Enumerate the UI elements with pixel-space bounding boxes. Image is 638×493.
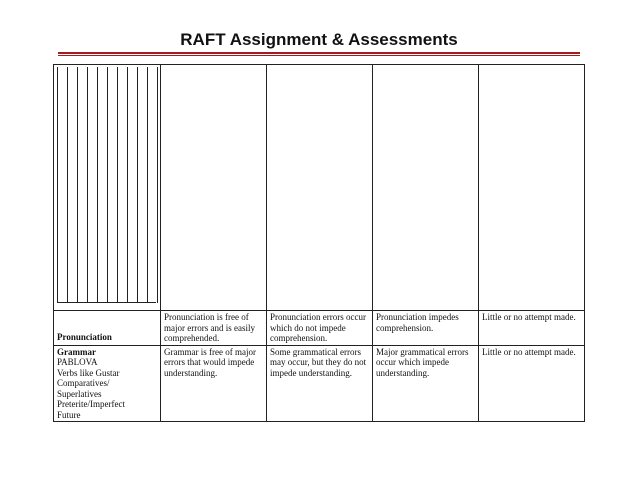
table-cell: Little or no attempt made. <box>479 311 585 346</box>
row-label-grammar-title: Grammar <box>57 346 96 357</box>
row-label-pronunciation: Pronunciation <box>54 311 161 346</box>
header-cell-striped <box>54 65 161 311</box>
assessment-rubric-table <box>53 64 585 422</box>
title-underline <box>58 52 580 54</box>
rubric-row-grammar <box>54 345 585 422</box>
row-label-grammar <box>54 345 161 422</box>
grammar-topic: Comparatives/ <box>57 378 110 388</box>
table-cell: Some grammatical errors may occur, but they do not impede understanding. <box>267 345 373 422</box>
header-cell-level-3 <box>373 65 479 311</box>
table-cell: Major grammatical errors occur which impede understanding. <box>373 345 479 422</box>
table-cell: Grammar is free of major errors that would impede understanding. <box>161 345 267 422</box>
grammar-topic: Verbs like Gustar <box>57 367 120 378</box>
title-underline-thin <box>58 55 580 56</box>
table-cell: Little or no attempt made. <box>479 345 585 422</box>
table-cell: Pronunciation is free of major errors and is easily comprehended. <box>161 311 267 346</box>
header-cell-level-2 <box>267 65 373 311</box>
table-cell: Pronunciation impedes comprehension. <box>373 311 479 346</box>
striped-header-graphic <box>57 67 156 303</box>
grammar-topic: Superlatives <box>57 388 102 399</box>
table-cell: Pronunciation errors occur which do not impede comprehension. <box>267 311 373 346</box>
page-title: RAFT Assignment & Assessments <box>180 30 458 49</box>
grammar-topic: PABLOVA <box>57 357 98 367</box>
grammar-topic: Preterite/Imperfect <box>57 399 125 409</box>
rubric-header-row <box>54 65 585 311</box>
header-cell-level-4 <box>479 65 585 311</box>
header-cell-level-1 <box>161 65 267 311</box>
grammar-topic: Future <box>57 409 81 420</box>
rubric-row-pronunciation <box>54 311 585 346</box>
